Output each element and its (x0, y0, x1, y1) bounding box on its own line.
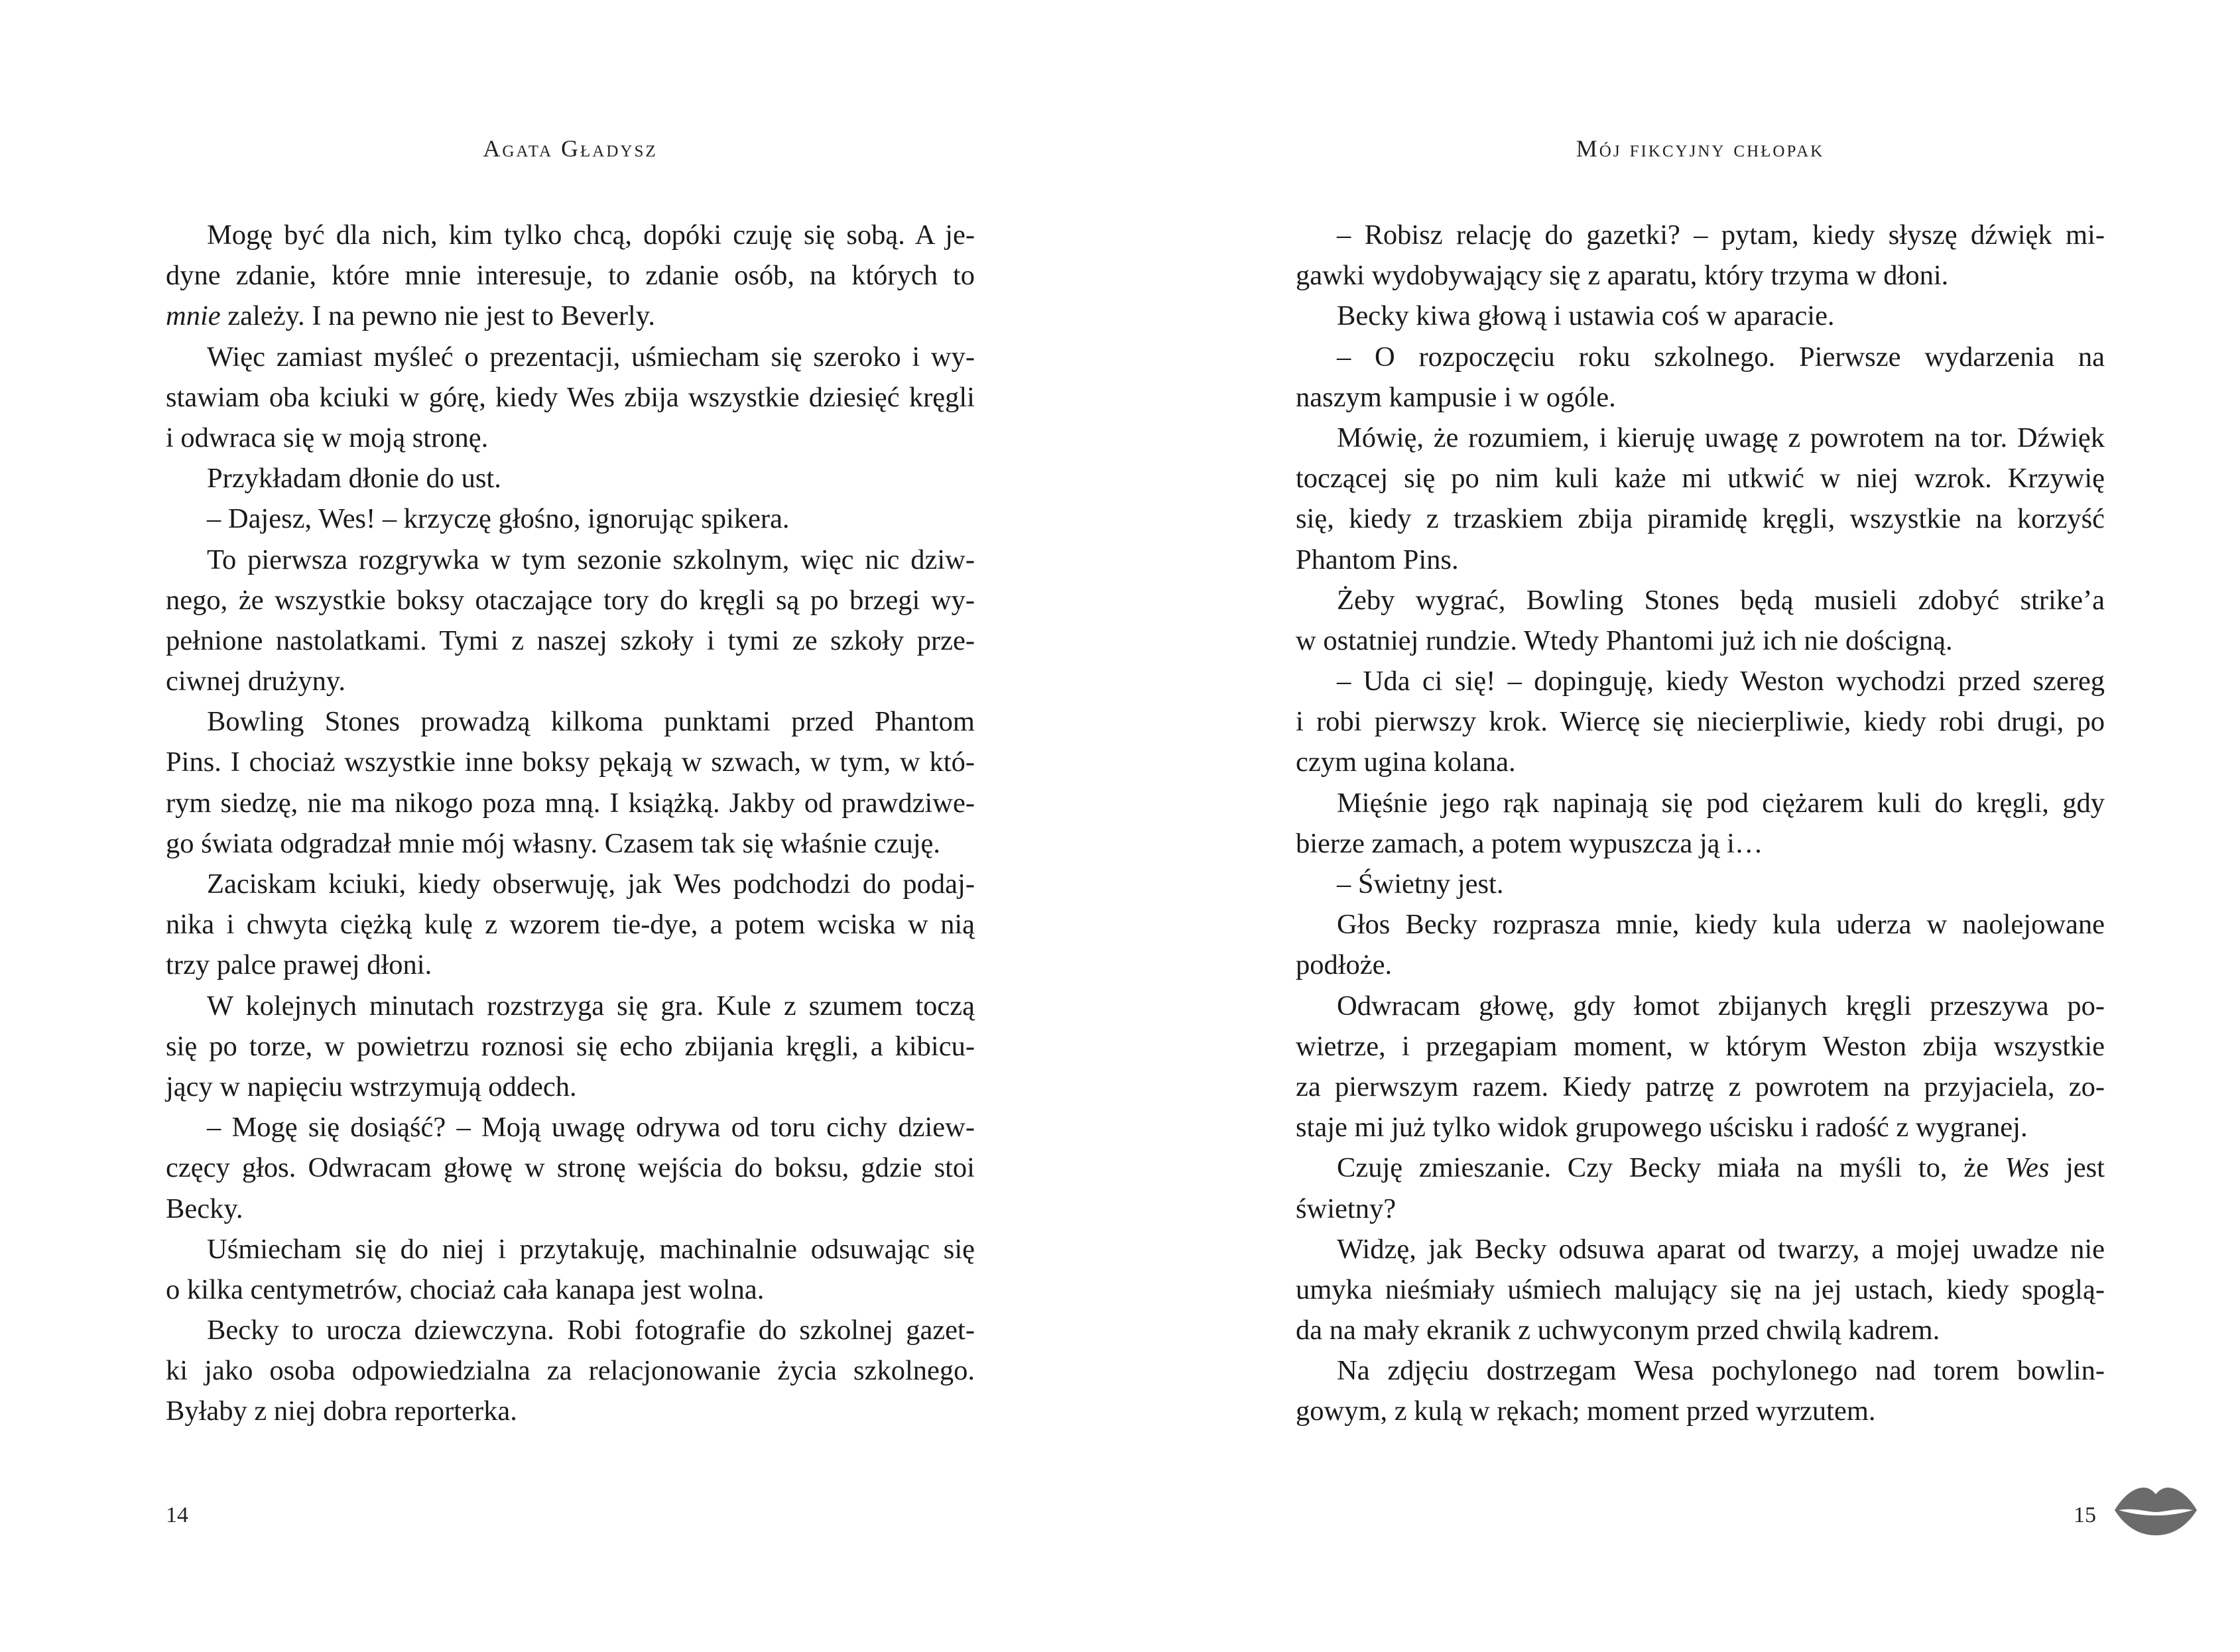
text-line: toczącej się po nim kuli każe mi utkwić w niej wzrok. Krzywię (1296, 463, 2105, 495)
text-line: – Świetny jest. (1337, 868, 1504, 900)
text-line: pełnione nastolatkami. Tymi z naszej szkoły i tymi ze szkoły prze- (166, 624, 975, 656)
text-line: częcy głos. Odwracam głowę w stronę wejścia do boksu, gdzie stoi (166, 1152, 975, 1184)
text-line: się po torze, w powietrzu roznosi się echo zbijania kręgli, a kibicu- (166, 1030, 975, 1062)
text-line: – Uda ci się! – dopinguję, kiedy Weston wychodzi przed szereg (1337, 666, 2105, 697)
text-line: świetny? (1296, 1193, 1397, 1224)
text-line: Więc zamiast myśleć o prezentacji, uśmiecham się szeroko i wy- (207, 341, 975, 373)
text-line: Na zdjęciu dostrzegam Wesa pochylonego nad torem bowlin- (1337, 1355, 2105, 1387)
text-line: Żeby wygrać, Bowling Stones będą musieli zdobyć strike’a (1337, 584, 2105, 616)
text-line: wietrze, i przegapiam moment, w którym Weston zbija wszystkie (1296, 1030, 2105, 1062)
text-line: rym siedzę, nie ma nikogo poza mną. I książką. Jakby od prawdziwe- (166, 787, 975, 819)
text-line: za pierwszym razem. Kiedy patrzę z powrotem na przyjaciela, zo- (1296, 1071, 2105, 1102)
text-line: stawiam oba kciuki w górę, kiedy Wes zbija wszystkie dziesięć kręgli (166, 381, 975, 413)
text-line: Pins. I chociaż wszystkie inne boksy pękają w szwach, w tym, w któ- (166, 746, 975, 778)
text-line: Przykładam dłonie do ust. (207, 463, 501, 495)
text-line: trzy palce prawej dłoni. (166, 949, 432, 981)
text-line: nego, że wszystkie boksy otaczające tory do kręgli są po brzegi wy- (166, 584, 975, 616)
text-line: – Mogę się dosiąść? – Moją uwagę odrywa od toru cichy dziew- (207, 1112, 975, 1144)
text-line: i odwraca się w moją stronę. (166, 422, 489, 453)
text-line: go świata odgradzał mnie mój własny. Czasem tak się właśnie czuję. (166, 827, 941, 859)
text-line: o kilka centymetrów, chociaż cała kanapa jest wolna. (166, 1273, 765, 1305)
text-line: gawki wydobywający się z aparatu, który trzyma w dłoni. (1296, 260, 1949, 292)
text-line: Mięśnie jego rąk napinają się pod ciężarem kuli do kręgli, gdy (1337, 787, 2105, 819)
text-line: jący w napięciu wstrzymują oddech. (166, 1071, 577, 1102)
text-line: Zaciskam kciuki, kiedy obserwuję, jak Wes podchodzi do podaj- (207, 868, 975, 900)
right-page (1120, 0, 2240, 1652)
running-head-title: Mój fikcyjny chłopak (1576, 135, 1825, 162)
text-line: Bowling Stones prowadzą kilkoma punktami przed Phantom (207, 706, 975, 738)
text-line: Czuję zmieszanie. Czy Becky miała na myśli to, że Wes jest (1337, 1152, 2105, 1184)
text-line: Widzę, jak Becky odsuwa aparat od twarzy, a mojej uwadze nie (1337, 1233, 2105, 1265)
text-line: naszym kampusie i w ogóle. (1296, 381, 1616, 413)
text-line: Becky to urocza dziewczyna. Robi fotografie do szkolnej gazet- (207, 1315, 975, 1346)
text-line: Phantom Pins. (1296, 544, 1459, 575)
text-line: Odwracam głowę, gdy łomot zbijanych kręgli przeszywa po- (1337, 990, 2105, 1022)
text-line: ki jako osoba odpowiedzialna za relacjonowanie życia szkolnego. (166, 1355, 975, 1387)
text-line: Mówię, że rozumiem, i kieruję uwagę z powrotem na tor. Dźwięk (1337, 422, 2105, 453)
text-line: da na mały ekranik z uchwyconym przed chwilą kadrem. (1296, 1315, 1940, 1346)
text-line: mnie zależy. I na pewno nie jest to Beverly. (166, 300, 655, 332)
text-line: – Robisz relację do gazetki? – pytam, kiedy słyszę dźwięk mi- (1337, 219, 2105, 251)
text-line: Byłaby z niej dobra reporterka. (166, 1395, 517, 1427)
text-line: ciwnej drużyny. (166, 666, 346, 697)
text-line: i robi pierwszy krok. Wiercę się niecierpliwie, kiedy robi drugi, po (1296, 706, 2105, 738)
text-line: nika i chwyta ciężką kulę z wzorem tie-dye, a potem wciska w nią (166, 909, 975, 941)
text-line: – Dajesz, Wes! – krzyczę głośno, ignorując spikera. (207, 503, 790, 535)
running-head-author: Agata Gładysz (483, 135, 658, 162)
text-line: podłoże. (1296, 949, 1393, 981)
text-line: Głos Becky rozprasza mnie, kiedy kula uderza w naolejowane (1337, 909, 2105, 941)
text-line: w ostatniej rundzie. Wtedy Phantomi już ich nie dościgną. (1296, 624, 1953, 656)
text-line: Uśmiecham się do niej i przytakuję, machinalnie odsuwając się (207, 1233, 975, 1265)
text-line: gowym, z kulą w rękach; moment przed wyrzutem. (1296, 1395, 1876, 1427)
text-line: W kolejnych minutach rozstrzyga się gra. Kule z szumem toczą (207, 990, 975, 1022)
left-page-text (166, 215, 975, 1432)
text-line: staje mi już tylko widok grupowego uścisku i radość z wygranej. (1296, 1112, 2028, 1144)
text-line: bierze zamach, a potem wypuszcza ją i… (1296, 827, 1763, 859)
text-line: dyne zdanie, które mnie interesuje, to zdanie osób, na których to (166, 260, 975, 292)
text-line: Mogę być dla nich, kim tylko chcą, dopóki czuję się sobą. A je- (207, 219, 975, 251)
text-line: się, kiedy z trzaskiem zbija piramidę kręgli, wszystkie na korzyść (1296, 503, 2105, 535)
text-line: umyka nieśmiały uśmiech malujący się na jej ustach, kiedy spoglą- (1296, 1273, 2105, 1305)
page-number-left: 14 (166, 1503, 188, 1527)
text-line: – O rozpoczęciu roku szkolnego. Pierwsze wydarzenia na (1337, 341, 2105, 373)
right-page-text (1296, 215, 2105, 1432)
text-line: Becky kiwa głową i ustawia coś w aparacie. (1337, 300, 1835, 332)
text-line: To pierwsza rozgrywka w tym sezonie szkolnym, więc nic dziw- (207, 544, 975, 575)
text-line: czym ugina kolana. (1296, 746, 1516, 778)
lips-icon (2113, 1481, 2198, 1539)
page-number-right: 15 (2074, 1503, 2096, 1527)
text-line: Becky. (166, 1193, 243, 1224)
